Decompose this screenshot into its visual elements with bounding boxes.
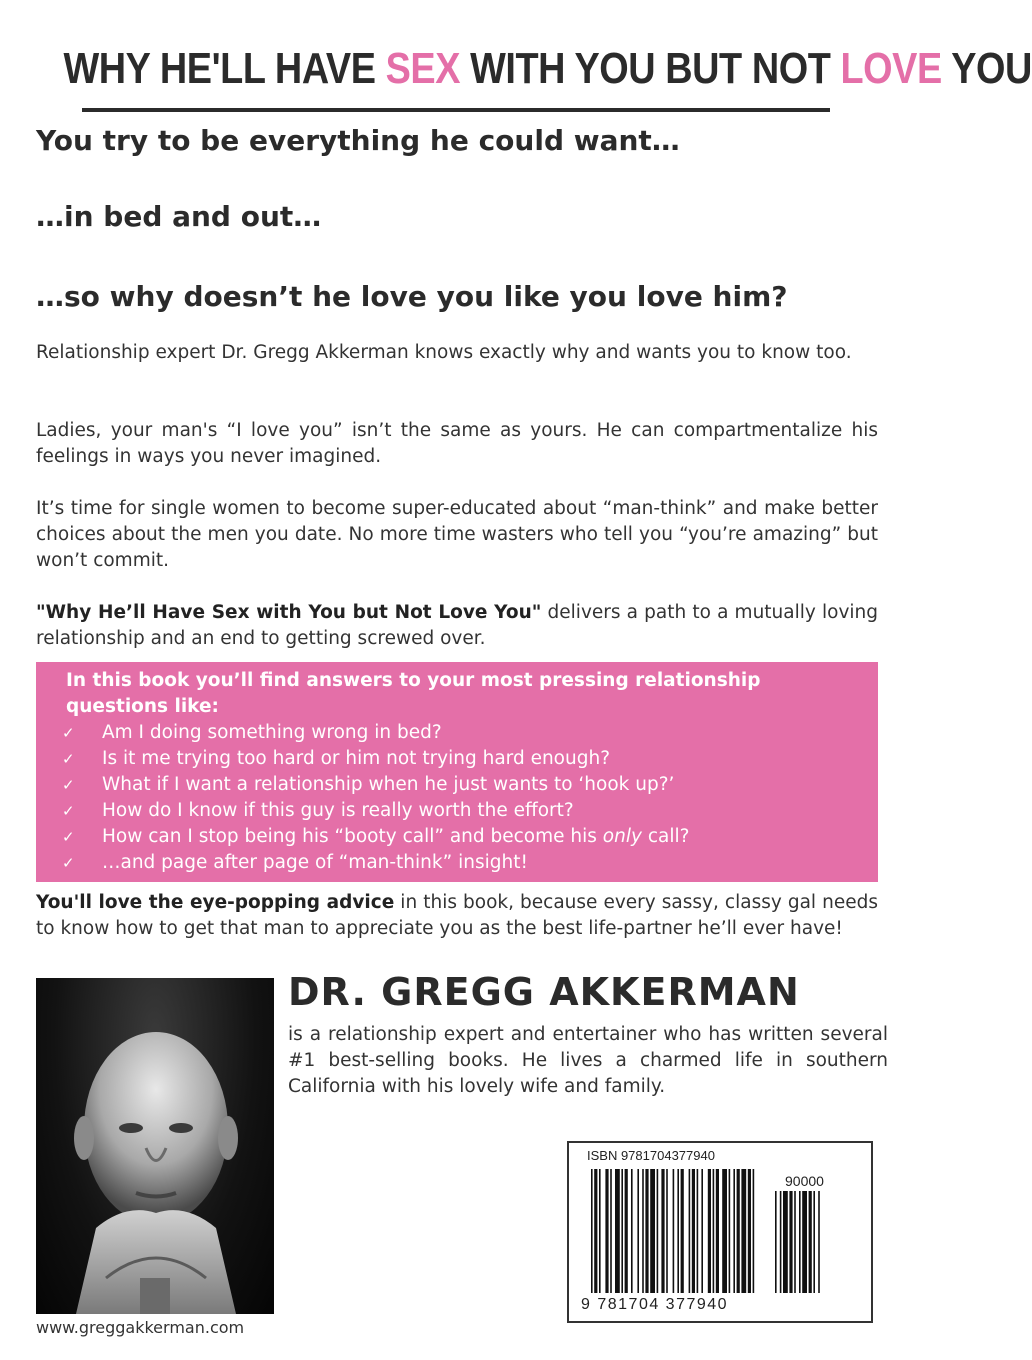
author-name: DR. GREGG AKKERMAN xyxy=(288,970,800,1014)
check-icon: ✓ xyxy=(62,854,75,872)
advice-lead: You'll love the eye-popping advice xyxy=(36,892,395,913)
headline-1: You try to be everything he could want… xyxy=(36,124,680,157)
title-part-3: YOU xyxy=(941,44,1032,93)
title-part-2: WITH YOU BUT NOT xyxy=(460,44,841,93)
barcode-bar xyxy=(645,1169,648,1293)
barcode-bar xyxy=(621,1169,623,1293)
author-bio: is a relationship expert and entertainer who has written several #1 best-selling books. He lives a charmed life in southern California with his lovely wife and family. xyxy=(288,1024,888,1097)
list-item-text: What if I want a relationship when he just wants to ‘hook up?’ xyxy=(102,774,675,795)
list-item-text: How can I stop being his “booty call” and become his xyxy=(102,826,603,847)
barcode-bar xyxy=(716,1169,719,1293)
paragraph-intro: Relationship expert Dr. Gregg Akkerman knows exactly why and wants you to know too. xyxy=(36,342,852,363)
barcode-bar xyxy=(697,1169,699,1293)
barcode-bar xyxy=(689,1169,691,1293)
barcode-bar xyxy=(631,1169,633,1293)
barcode-bar xyxy=(615,1169,620,1293)
paragraph-delivers-text: delivers a path to a mutually loving relationship and an end to getting screwed over. xyxy=(36,602,878,649)
barcode-bar xyxy=(692,1169,695,1293)
book-title-inline: "Why He’ll Have Sex with You but Not Love You" xyxy=(36,602,542,623)
questions-list xyxy=(62,720,872,876)
barcode-bar xyxy=(594,1169,597,1293)
barcode-addon-bar xyxy=(813,1191,815,1293)
barcode-bar xyxy=(741,1169,746,1293)
book-title xyxy=(63,44,1032,94)
list-item xyxy=(62,772,872,798)
barcode-addon-bar xyxy=(789,1191,792,1293)
paragraph-advice xyxy=(36,890,878,942)
check-icon: ✓ xyxy=(62,802,75,820)
barcode-addon-bar xyxy=(780,1191,782,1293)
price-code: 90000 xyxy=(785,1173,824,1189)
list-item xyxy=(62,824,872,850)
barcode-bar xyxy=(729,1169,731,1293)
barcode-bar xyxy=(637,1169,639,1293)
check-icon: ✓ xyxy=(62,776,75,794)
barcode-bar xyxy=(666,1169,668,1293)
paragraph-delivers xyxy=(36,600,878,652)
barcode-addon-bar xyxy=(775,1191,777,1293)
headline-3: …so why doesn’t he love you like you love him? xyxy=(36,280,788,313)
isbn-label: ISBN 9781704377940 xyxy=(587,1148,715,1163)
barcode-bar xyxy=(708,1169,711,1293)
paragraph-time: It’s time for single women to become super-educated about “man-think” and make better choices about the men you date. No more time wasters who tell you “you’re amazing” but won’t commit. xyxy=(36,498,878,571)
author-portrait-graphic xyxy=(36,978,274,1314)
barcode-bar xyxy=(610,1169,612,1293)
barcode-addon-bar xyxy=(783,1191,788,1293)
list-item-text: Am I doing something wrong in bed? xyxy=(102,722,442,743)
list-item xyxy=(62,798,872,824)
barcode-bar xyxy=(625,1169,628,1293)
barcode-bar xyxy=(677,1169,679,1293)
title-part-1: WHY HE'LL HAVE xyxy=(63,44,386,93)
title-highlight-sex: SEX xyxy=(385,44,461,93)
list-item-text-end: call? xyxy=(641,826,690,847)
barcode-bar xyxy=(591,1169,593,1293)
barcode-addon-bar xyxy=(794,1191,796,1293)
barcode-bar xyxy=(701,1169,703,1293)
barcode-bar xyxy=(650,1169,655,1293)
check-icon: ✓ xyxy=(62,750,75,768)
barcode-bar xyxy=(753,1169,755,1293)
barcode-addon-bar xyxy=(818,1191,820,1293)
barcode-bar xyxy=(605,1169,608,1293)
title-divider xyxy=(82,108,830,112)
barcode-bar xyxy=(673,1169,675,1293)
questions-box xyxy=(36,662,878,882)
list-item-emphasis: only xyxy=(602,826,642,847)
barcode-bar xyxy=(737,1169,740,1293)
barcode-bar xyxy=(748,1169,751,1293)
list-item-text: How do I know if this guy is really worth the effort? xyxy=(102,800,574,821)
barcode-bar xyxy=(681,1169,684,1293)
list-item xyxy=(62,850,872,876)
barcode-addon-bar xyxy=(809,1191,812,1293)
barcode-bar xyxy=(657,1169,659,1293)
list-item-text: Is it me trying too hard or him not trying hard enough? xyxy=(102,748,611,769)
barcode-bar xyxy=(722,1169,727,1293)
barcode-digits: 9 781704 377940 xyxy=(581,1296,729,1313)
list-item xyxy=(62,746,872,772)
list-item-text: …and page after page of “man-think” insight! xyxy=(102,852,528,873)
check-icon: ✓ xyxy=(62,724,75,742)
barcode-bar xyxy=(661,1169,664,1293)
author-photo xyxy=(36,978,274,1314)
list-item xyxy=(62,720,872,746)
paragraph-advice-text: in this book, because every sassy, classy gal needs to know how to get that man to appreciate you as the best life-partner he’ll ever have! xyxy=(36,892,878,939)
barcode-bar xyxy=(733,1169,735,1293)
title-highlight-love: LOVE xyxy=(840,44,942,93)
barcode-bars xyxy=(569,1143,871,1321)
isbn-barcode xyxy=(567,1141,873,1323)
barcode-bar xyxy=(642,1169,644,1293)
barcode-bar xyxy=(599,1169,601,1293)
barcode-addon-bar xyxy=(799,1191,801,1293)
check-icon: ✓ xyxy=(62,828,75,846)
headline-2: …in bed and out… xyxy=(36,200,322,233)
paragraph-ladies: Ladies, your man's “I love you” isn’t the same as yours. He can compartmentalize his feelings in ways you never imagined. xyxy=(36,420,878,467)
questions-intro: In this book you’ll find answers to your most pressing relationship questions like: xyxy=(66,670,761,717)
barcode-bar xyxy=(713,1169,715,1293)
author-website-link[interactable]: www.greggakkerman.com xyxy=(36,1318,245,1337)
barcode-addon-bar xyxy=(802,1191,807,1293)
